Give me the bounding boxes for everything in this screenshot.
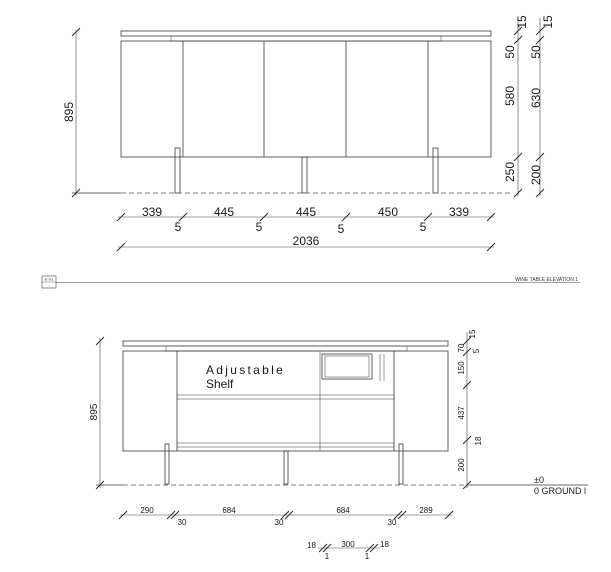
gap-label: 5 (419, 220, 427, 234)
drawing-title: WINE TABLE ELEVATION 1 (515, 277, 578, 283)
gap-label: 30 (387, 518, 397, 527)
leg (284, 451, 288, 484)
dim-label: 15 (515, 15, 529, 29)
overall-height-label: 895 (62, 101, 76, 123)
level-label: ±0 (534, 475, 544, 485)
dim-label: 445 (295, 205, 317, 219)
dim-label: 50 (503, 45, 517, 59)
dim-label: 437 (457, 406, 466, 420)
worktop-recess (171, 36, 441, 41)
drawing-title-bar (42, 276, 580, 288)
gap-label: 30 (274, 518, 284, 527)
note-shelf: Shelf (206, 377, 234, 391)
reference-number: E-01 (44, 276, 54, 282)
dim-label: 445 (213, 205, 235, 219)
dim-label: 290 (140, 506, 154, 515)
dim-label: 200 (457, 458, 466, 472)
dim-label: 70 (457, 343, 466, 353)
leg (433, 148, 438, 193)
elevation-1 (62, 15, 555, 251)
dim-label: 150 (457, 361, 466, 375)
dim-label: 580 (503, 85, 517, 107)
total-width-label: 2036 (292, 234, 320, 248)
gap-label: 5 (337, 222, 345, 236)
leg (165, 444, 169, 484)
gap-label: 5 (255, 220, 263, 234)
drawer-inner (325, 356, 369, 377)
drawer (322, 354, 372, 379)
dim-label: 15 (468, 329, 477, 339)
dim-label: 18 (380, 540, 389, 549)
dim-label: 18 (307, 541, 316, 550)
dim-label: 300 (341, 540, 355, 549)
section-view (89, 329, 588, 561)
note-adjustable: Adjustable (206, 363, 286, 377)
worktop (121, 31, 491, 36)
reference-sub: - (48, 282, 50, 288)
dim-label: 339 (448, 205, 470, 219)
leg (399, 444, 403, 484)
dim-label: 630 (529, 87, 543, 109)
gap-label: 30 (177, 518, 187, 527)
dim-sub-label: 1 (364, 552, 370, 561)
dim-label: 339 (141, 205, 163, 219)
dim-label: 250 (503, 161, 517, 183)
dim-label: 289 (419, 506, 433, 515)
leg (175, 148, 180, 193)
dim-label: 50 (529, 45, 543, 59)
dim-label: 450 (377, 205, 399, 219)
dim-label: 684 (336, 506, 350, 515)
adjustable-shelf (177, 395, 394, 399)
overall-height-label: 895 (89, 403, 100, 421)
dim-label: 200 (529, 164, 543, 186)
leg (302, 157, 307, 193)
base-shelf (177, 443, 394, 447)
dim-label: 15 (541, 15, 555, 29)
carcass (121, 41, 491, 157)
worktop (123, 341, 448, 346)
dim-label: 684 (222, 506, 236, 515)
dim-label: 18 (474, 436, 483, 446)
carcass (123, 351, 448, 451)
dim-sub-label: 1 (324, 552, 330, 561)
gap-label: 5 (174, 220, 182, 234)
ground-label: 0 GROUND l (534, 486, 587, 496)
worktop-recess (166, 346, 407, 351)
dim-label: 5 (472, 348, 481, 354)
